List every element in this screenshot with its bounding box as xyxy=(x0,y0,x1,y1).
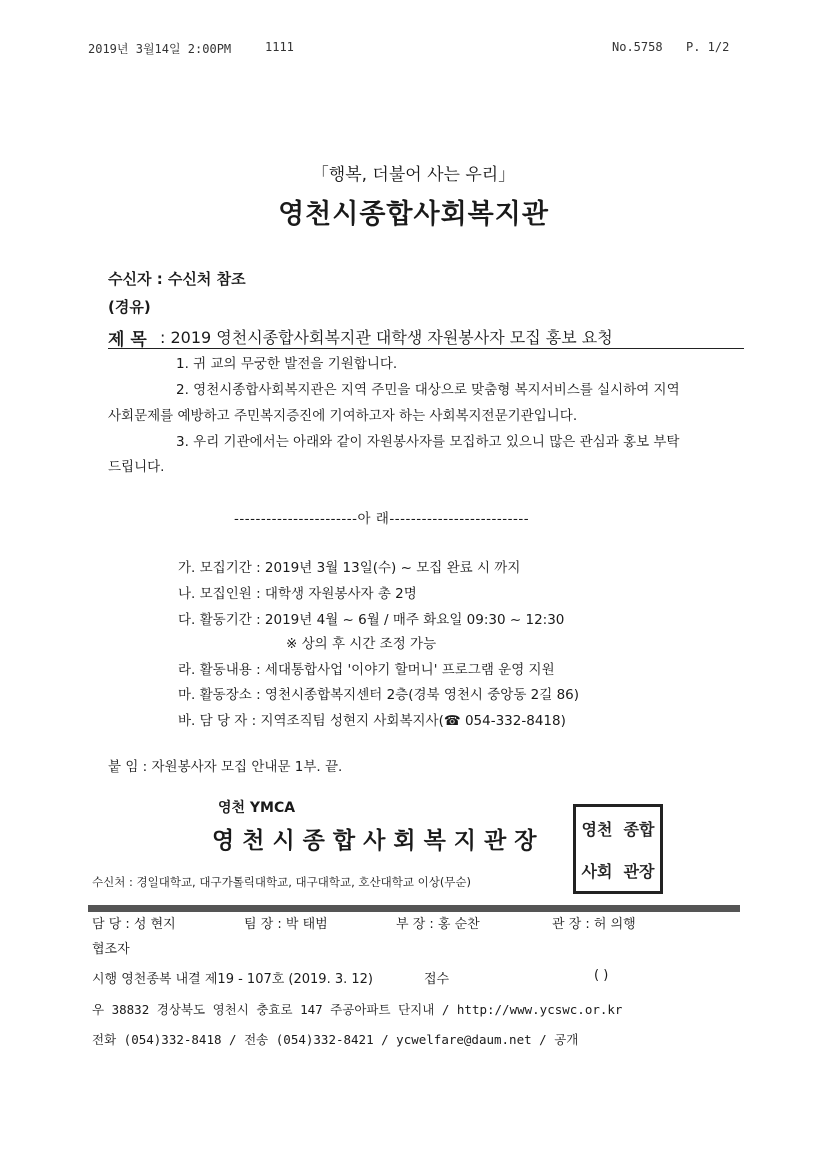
paragraph-3-cont: 드립니다. xyxy=(108,459,165,475)
seal-char-2: 종합 xyxy=(623,819,655,839)
approval-director: 관 장 : 허 의행 xyxy=(552,917,636,932)
detail-note: ※ 상의 후 시간 조정 가능 xyxy=(286,636,437,652)
paragraph-3: 3. 우리 기관에서는 아래와 같이 자원봉사자를 모집하고 있으니 많은 관심과 홍보 부탁 xyxy=(176,434,680,450)
receipt-blank: ( ) xyxy=(594,968,609,983)
enforcement: 시행 영천종복 내결 제19 - 107호 (2019. 3. 12) xyxy=(92,972,373,987)
attachment: 붙 임 : 자원봉사자 모집 안내문 1부. 끝. xyxy=(108,759,343,775)
paragraph-2: 2. 영천시종합사회복지관은 지역 주민을 대상으로 맞춤형 복지서비스를 실시하여 지역 xyxy=(176,382,680,398)
seal-char-4: 관장 xyxy=(623,861,655,881)
seal-char-3: 사회 xyxy=(581,861,613,881)
divider: -----------------------아 래-------------------------- xyxy=(234,511,530,527)
detail-content: 라. 활동내용 : 세대통합사업 '이야기 할머니' 프로그램 운영 지원 xyxy=(178,662,555,678)
receipt-label: 접수 xyxy=(424,972,450,987)
detail-period: 가. 모집기간 : 2019년 3월 13일(수) ~ 모집 완료 시 까지 xyxy=(178,560,521,576)
address: 우 38832 경상북도 영천시 충효로 147 주공아파트 단지내 / http://www.ycswc.or.kr xyxy=(92,1002,623,1017)
approval-team-lead: 팀 장 : 박 태범 xyxy=(244,917,328,932)
slogan: 「행복, 더불어 사는 우리」 xyxy=(311,165,516,185)
org-title: 영천시종합사회복지관 xyxy=(278,199,549,230)
sender-small: 영천 YMCA xyxy=(218,800,296,816)
subject-label: 제 목 xyxy=(108,330,147,350)
contact: 전화 (054)332-8418 / 전송 (054)332-8421 / ycwelfare@daum.net / 공개 xyxy=(92,1032,579,1047)
via: (경유) xyxy=(108,298,151,316)
approval-staff: 담 당 : 성 현지 xyxy=(92,917,176,932)
official-seal xyxy=(573,804,663,894)
fax-code: 1111 xyxy=(265,40,294,54)
distribution: 수신처 : 경일대학교, 대구가톨릭대학교, 대구대학교, 호산대학교 이상(무순) xyxy=(92,875,472,889)
detail-duration: 다. 활동기간 : 2019년 4월 ~ 6월 / 매주 화요일 09:30 ~ 12:30 xyxy=(178,612,565,628)
paragraph-1: 1. 귀 교의 무궁한 발전을 기원합니다. xyxy=(176,356,398,372)
recipient: 수신자 : 수신처 참조 xyxy=(108,270,246,288)
detail-count: 나. 모집인원 : 대학생 자원봉사자 총 2명 xyxy=(178,586,417,602)
seal-char-1: 영천 xyxy=(581,819,613,839)
detail-location: 마. 활동장소 : 영천시종합복지센터 2층(경북 영천시 중앙동 2길 86) xyxy=(178,687,580,703)
fax-number: No.5758 xyxy=(612,40,663,54)
fax-datetime: 2019년 3월14일 2:00PM xyxy=(88,42,232,56)
fax-page: P. 1/2 xyxy=(686,40,730,54)
sender-large: 영 천 시 종 합 사 회 복 지 관 장 xyxy=(212,828,537,854)
approval-bar xyxy=(88,905,740,912)
paragraph-2-cont: 사회문제를 예방하고 주민복지증진에 기여하고자 하는 사회복지전문기관입니다. xyxy=(108,408,578,424)
subject-underline xyxy=(108,348,744,349)
subject-text: : 2019 영천시종합사회복지관 대학생 자원봉사자 모집 홍보 요청 xyxy=(160,328,613,347)
cooperator: 협조자 xyxy=(92,942,130,957)
approval-manager: 부 장 : 홍 순찬 xyxy=(396,917,480,932)
detail-contact: 바. 담 당 자 : 지역조직팀 성현지 사회복지사(☎ 054-332-8418) xyxy=(178,713,566,729)
